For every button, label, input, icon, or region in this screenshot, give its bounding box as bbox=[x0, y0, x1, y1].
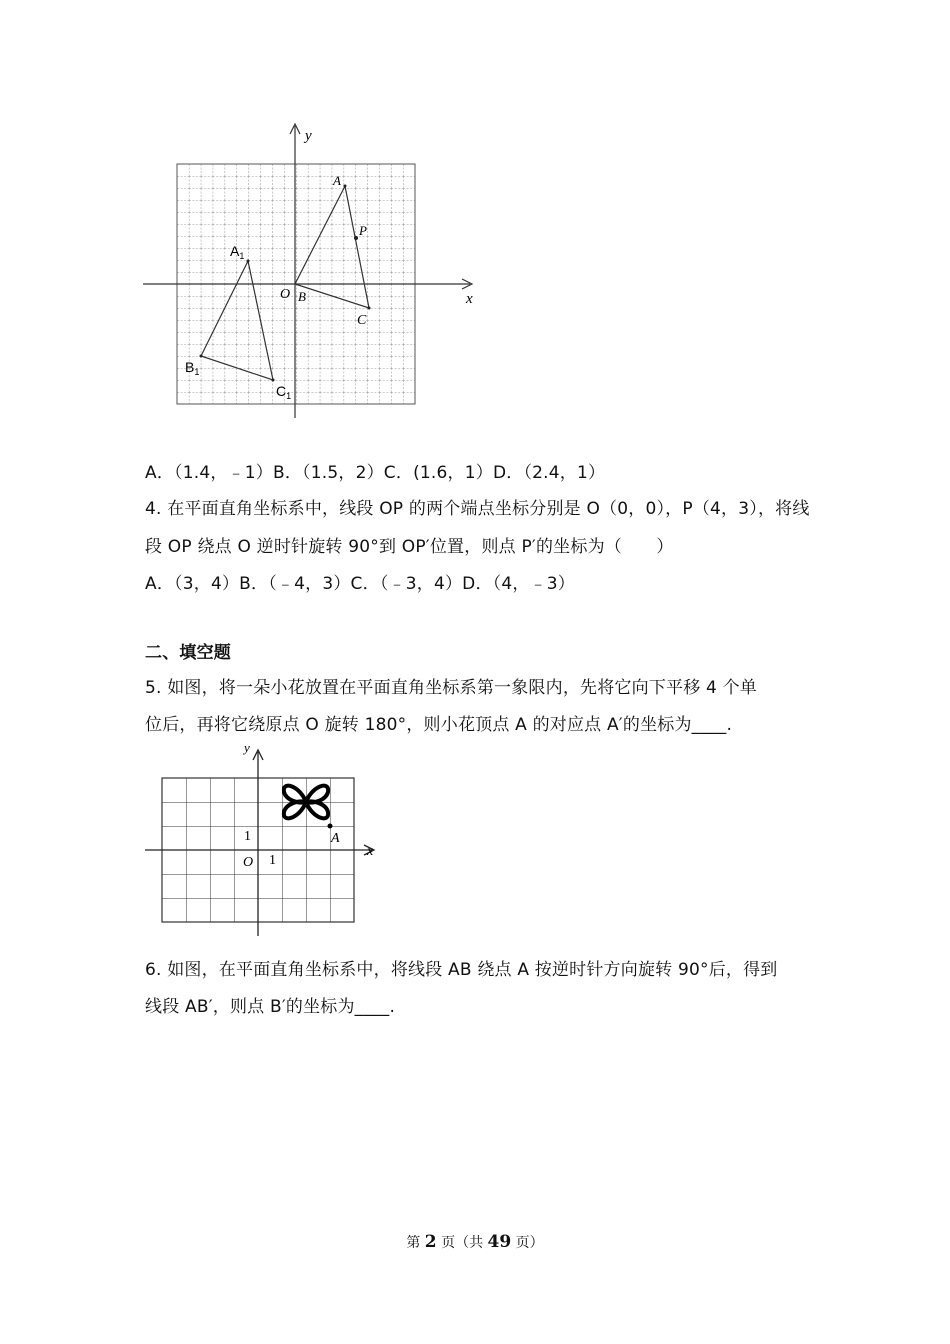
label-b: B bbox=[298, 289, 306, 304]
label-b1: $B_1$ bbox=[185, 359, 200, 377]
q5-line1: 5. 如图，将一朵小花放置在平面直角坐标系第一象限内，先将它向下平移 4 个单 bbox=[145, 678, 758, 698]
label-origin-2: O bbox=[243, 855, 254, 870]
label-p: P bbox=[359, 223, 367, 238]
label-x: x bbox=[466, 291, 473, 307]
point-p bbox=[354, 236, 358, 240]
label-x-2: x bbox=[367, 844, 374, 859]
label-c1: $C_1$ bbox=[276, 383, 292, 401]
section-title: 二、填空题 bbox=[145, 643, 231, 663]
label-one-x: 1 bbox=[269, 853, 276, 868]
q6-line2: 线段 AB′，则点 B′的坐标为____. bbox=[145, 997, 396, 1017]
label-a-2: A bbox=[331, 831, 340, 846]
label-a: A bbox=[333, 173, 341, 188]
q5-line2: 位后，再将它绕原点 O 旋转 180°，则小花顶点 A 的对应点 A′的坐标为____. bbox=[145, 715, 733, 735]
q4-line2: 段 OP 绕点 O 逆时针旋转 90°到 OP′位置，则点 P′的坐标为（ ） bbox=[145, 537, 674, 557]
label-y-2: y bbox=[244, 740, 250, 755]
label-a1: $A_1$ bbox=[230, 243, 245, 261]
q3-options: A．（1.4，﹣1）B．（1.5，2）C．(1.6，1）D．（2.4，1） bbox=[145, 463, 606, 483]
figure-flower-grid bbox=[140, 740, 380, 940]
page-number: 2 bbox=[424, 1232, 437, 1252]
figure-triangles-grid bbox=[140, 118, 490, 418]
point-a-2 bbox=[328, 824, 333, 829]
q4-line1: 4. 在平面直角坐标系中，线段 OP 的两个端点坐标分别是 O（0，0），P（4，3），将线 bbox=[145, 499, 810, 519]
label-c: C bbox=[357, 313, 367, 328]
label-y: y bbox=[305, 128, 312, 144]
q6-line1: 6. 如图，在平面直角坐标系中，将线段 AB 绕点 A 按逆时针方向旋转 90°后，得到 bbox=[145, 960, 778, 980]
page-footer: 第 2 页（共 49 页） bbox=[406, 1232, 544, 1252]
label-origin: O bbox=[280, 287, 291, 302]
page-total: 49 bbox=[487, 1232, 512, 1252]
q4-options: A．（3，4）B．（﹣4，3）C．（﹣3，4）D．（4，﹣3） bbox=[145, 574, 575, 594]
label-one-y: 1 bbox=[244, 829, 251, 844]
